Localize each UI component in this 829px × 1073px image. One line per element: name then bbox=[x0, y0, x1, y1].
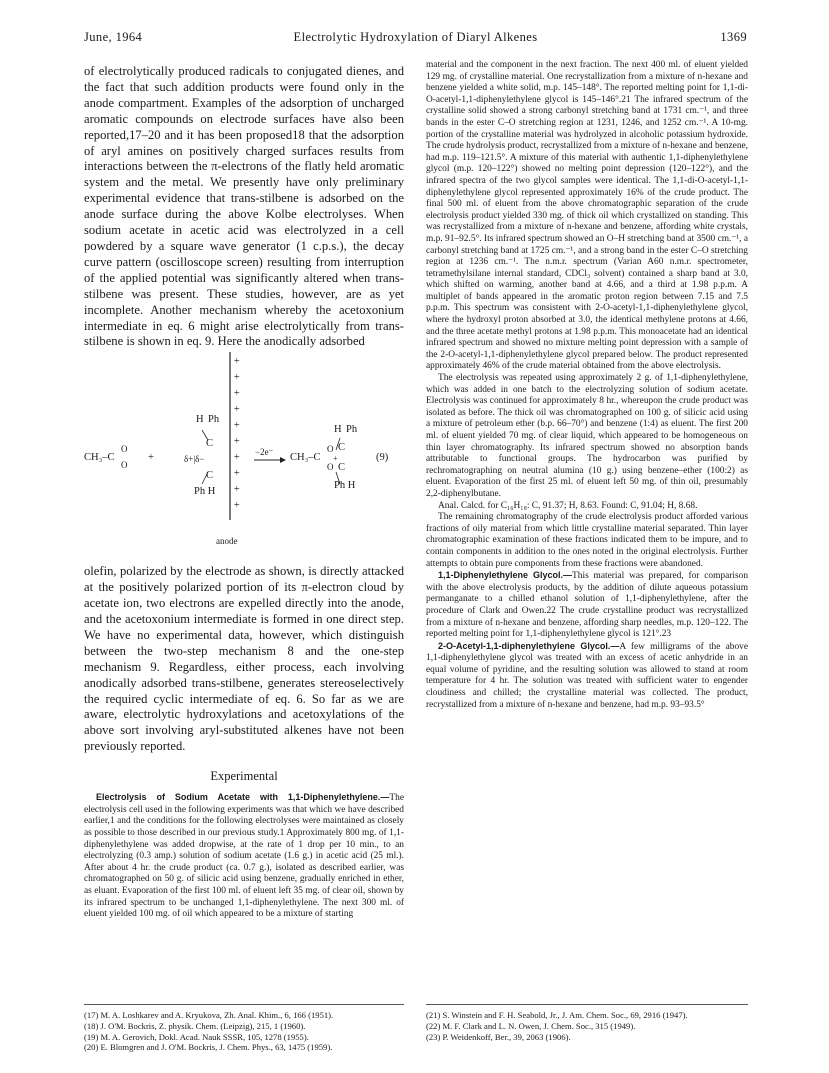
product-O-top: O bbox=[327, 444, 334, 455]
analysis-line: Anal. Calcd. for C₁₆H₁₈: C, 91.37; H, 8.63. Found: C, 91.04; H, 8.68. bbox=[438, 500, 698, 511]
glycol-heading: 1,1-Diphenylethylene Glycol.— bbox=[438, 570, 573, 581]
anode-charge: + bbox=[234, 372, 240, 384]
polarization-delta: δ+|δ− bbox=[184, 454, 205, 465]
equation-9-svg bbox=[84, 352, 404, 562]
header-page-number: 1369 bbox=[720, 30, 747, 44]
acetate-O-top: O bbox=[121, 444, 128, 455]
stilbene-Ph: Ph bbox=[208, 414, 220, 426]
acetyl-body: A few milligrams of the above 1,1-diphenylethylene glycol was treated with an excess of acetic anhydride in an equal volume of pyridine, and the resulting solution was allowed to stand at room temperature for 4 hr. The solution was treated with sufficient water to engender cloudiness and chilled; the crystalline material was collected. The product, recrystallized from a mixture of n-hexane and benzene, had m.p. 93–93.5° bbox=[426, 641, 748, 710]
stilbene-PhH: Ph H bbox=[194, 486, 216, 498]
anode-charge: + bbox=[234, 356, 240, 368]
acetyl-heading: 2-O-Acetyl-1,1-diphenylethylene Glycol.— bbox=[438, 640, 620, 651]
product-charge: + bbox=[333, 454, 338, 464]
anode-charge: + bbox=[234, 420, 240, 432]
header-date: June, 1964 bbox=[84, 30, 143, 44]
anode-charge: + bbox=[234, 484, 240, 496]
footnote-23: (23) P. Weidenkoff, Ber., 39, 2063 (1906). bbox=[426, 1031, 571, 1042]
product-PhH: Ph H bbox=[334, 480, 356, 492]
left-paragraph-2: olefin, polarized by the electrode as shown, is directly attacked at the positively polarized portion of its π-electron cloud by acetate ion, two electrons are expelled directly into the anode, and the acetoxonium intermediate is formed in one direct step. We have no experimental data, however, which distinguish between the two-step mechanism 8 and the one-step mechanism 9. Regardless, either process, each involving anodically adsorbed trans-stilbene, generates stereoselectively the required cyclic intermediate of eq. 6. So far as we are aware, electrolytic hydroxylations and acetoxylations of the above sort involving aryl-substituted alkenes have not been previously reported. bbox=[84, 564, 404, 754]
anode-charge: + bbox=[234, 388, 240, 400]
footnote-18: (18) J. O'M. Bockris, Z. physik. Chem. (Leipzig), 215, 1 (1960). bbox=[84, 1020, 306, 1031]
experimental-body: The electrolysis cell used in the following experiments was that which we have described earlier,1 and the conditions for the following electrolyses were maintained as closely as possible to those described in our previous study.1 Approximately 800 mg. of 1,1-diphenylethylene was added dropwise, at the rate of 1 drop per 10 min., to an electrolyzing (0.3 amp.) solution of sodium acetate (1.6 g.) in acetic acid (25 ml.). After about 4 hr. the crude product (ca. 0.7 g.), isolated as described earlier, was chromatographed on 50 g. of silicic acid using benzene, gradually enriched in ether, as eluant. Evaporation of the first 100 ml. of eluent left 35 mg. of clear oil, shown by its infrared spectrum to be unchanged 1,1-diphenylethylene. The next 300 ml. of eluent yielded 100 mg. of oil which appeared to be a mixture of starting bbox=[84, 793, 404, 920]
experimental-paragraph bbox=[84, 792, 404, 921]
stilbene-C2: C bbox=[206, 470, 214, 482]
stilbene-C1: C bbox=[206, 438, 214, 450]
equation-9-diagram bbox=[84, 352, 404, 562]
running-header bbox=[84, 30, 747, 46]
right-paragraph-1: material and the component in the next fraction. The next 400 ml. of eluent yielded 129 mg. of crystalline material. One recrystallization from a mixture of n-hexane and benzene yielded a white solid, m.p. 145–148°. The reported melting point for 1,1-di-O-acetyl-1,1-diphenylethylene glycol is 145–146°.21 The infrared spectrum of the crystalline solid showed a strong carbonyl stretching band at 1731 cm.⁻¹, and three bands in the ester C–O stretching region at 1231, 1246, and 1252 cm.⁻¹. A 10-mg. portion of the crystalline material was hydrolyzed in alcoholic potassium hydroxide. The crude hydrolysis product, recrystallized from a mixture of n-hexane and benzene, had m.p. 119–121.5°. A mixture of this material with authentic 1,1-diphenylethylene glycol (m.p. 120–122°) showed no melting point depression (120–122°), and the infrared spectra of the two glycol samples were identical. The 1,1-di-O-acetyl-1,1-diphenylethylene glycol represented approximately 16% of the crude product. The final 500 ml. of eluent from the above chromatographic separation of the crude electrolysis product yielded 330 mg. of thick oil which crystallized on standing. This was recrystallized from a mixture of n-hexane and benzene, affording white crystals, m.p. 91–92.5°. Its infrared spectrum showed an O–H stretching band at 3500 cm.⁻¹, a carbonyl stretching band at 1725 cm.⁻¹, and a strong band in the ester C–O stretching region at 1236 cm.⁻¹. The n.m.r. spectrum (Varian A60 n.m.r. spectrometer, tetramethylsilane internal standard, CDCl₃ solvent) contained a sharp band at 3.0, which shifted on warming, another band at 4.66, and a third at 1.98 p.p.m. A multiplet of bands appeared in the aromatic proton region between 7.15 and 7.5 p.p.m. This spectrum was consistent with 2-O-acetyl-1,1-diphenylethylene glycol, where the hydroxyl proton absorbed at 3.0, the identical methylene protons at 4.66, and the three acetate methyl protons at 1.98 p.p.m. This monoacetate had an identical infrared spectrum and showed no mixture melting point depression with a sample of the 2-O-acetyl-1,1-diphenylethylene glycol prepared below. The product represented approximately 46% of the crude material obtained from the above electrolysis. bbox=[426, 60, 749, 372]
anode-charge: + bbox=[234, 404, 240, 416]
product-H: H bbox=[334, 424, 342, 436]
section-title-experimental: Experimental bbox=[210, 769, 278, 784]
right-paragraph-3: The remaining chromatography of the crude electrolysis product afforded various fractions of oily material from which little crystalline material separated. Thin layer chromatographic examination of these fractions indicated them to be impure, and to contain components in addition to the ones noted in the original electrolysis. Further attempts to obtain pure components from these fractions were abandoned. bbox=[426, 512, 748, 569]
anode-charge: + bbox=[234, 436, 240, 448]
equation-number: (9) bbox=[376, 452, 389, 464]
right-column bbox=[426, 60, 748, 711]
right-paragraph-2: The electrolysis was repeated using approximately 2 g. of 1,1-diphenylethylene, which was added in one batch to the electrolyzing solution of sodium acetate. Electrolysis was continued for approximately 8 hr., whereupon the crude product was isolated as before. The thick oil was chromatographed on 100 g. of silicic acid using a mixture of petroleum ether (b.p. 66–70°) and benzene (1:4) as eluent. The first 200 ml. of eluent yielded 70 mg. of clear liquid, which appeared to be homogeneous on thin layer chromatography. Its infrared spectrum showed no absorption bands attributable to functional groups. The hydrocarbon was purified by rechromatographing on neutral alumina (10 g.) using benzene–ether (100:2) as eluent. Evaporation of the first 25 ml. of eluent left 50 mg. of thin oil, presumably 2,2-diphenylbutane. bbox=[426, 373, 748, 499]
anode-charge: + bbox=[234, 468, 240, 480]
acetate-O-bottom: O bbox=[121, 460, 128, 471]
footnotes-left bbox=[84, 1010, 404, 1053]
product-Ph: Ph bbox=[346, 424, 358, 436]
product-C1: C bbox=[338, 442, 346, 454]
anode-charge: + bbox=[234, 452, 240, 464]
glycol-body: This material was prepared, for comparison with the above electrolysis products, by the addition of dilute aqueous potassium permanganate to a chilled ethanol solution of 1,1-diphenylethylene, after the procedure of Clark and Owen.22 The crude crystalline product was recrystallized from a mixture of n-hexane and benzene, affording sharp needles, m.p. 120–122. The reported melting point for 1,1-diphenylethylene glycol is 121°.23 bbox=[426, 571, 749, 640]
header-title: Electrolytic Hydroxylation of Diaryl Alkenes bbox=[293, 30, 538, 44]
glycol-paragraph bbox=[426, 570, 748, 641]
footnote-rule-right bbox=[426, 1004, 748, 1005]
anode-charge: + bbox=[234, 500, 240, 512]
product-O-bottom: O bbox=[327, 462, 334, 473]
plus-sign: + bbox=[148, 452, 154, 464]
experimental-heading: Electrolysis of Sodium Acetate with 1,1-Diphenylethylene.— bbox=[96, 792, 390, 803]
footnote-20: (20) E. Blomgren and J. O'M. Bockris, J. Chem. Phys., 63, 1475 (1959). bbox=[84, 1042, 333, 1053]
reaction-arrow-head bbox=[280, 457, 286, 463]
footnote-22: (22) M. F. Clark and L. N. Owen, J. Chem. Soc., 315 (1949). bbox=[426, 1020, 636, 1031]
left-paragraph-1: of electrolytically produced radicals to conjugated dienes, and the fact that such addition products were found only in the anode compartment. Examples of the adsorption of uncharged aromatic compounds on electrode surfaces have also been reported,17–20 and it has been proposed18 that the adsorption of aryl amines on positively charged surfaces results from interactions between the π-electrons of the flatly held aromatic system and the metal. We presently have only preliminary experimental evidence that trans-stilbene is adsorbed on the anode surface during the above Kolbe electrolyses. When sodium acetate in acetic acid was electrolyzed in a cell powdered by a square wave generator (1 c.p.s.), the decay curve pattern (oscilloscope screen) resulting from interruption of the applied potential was significantly altered when trans-stilbene was present. These studies, however, are as yet incomplete. Another mechanism whereby the acetoxonium intermediate in eq. 6 might arise electrolytically from trans-stilbene is shown in eq. 9. Here the anodically adsorbed bbox=[84, 64, 404, 349]
footnote-rule-left bbox=[84, 1004, 404, 1005]
acetate-formula: CH₃–C bbox=[84, 452, 115, 464]
footnotes-right bbox=[426, 1010, 748, 1042]
footnote-19: (19) M. A. Gerovich, Dokl. Acad. Nauk SSSR, 105, 1278 (1955). bbox=[84, 1031, 309, 1042]
acetoxonium-formula: CH₃–C bbox=[290, 452, 321, 464]
footnote-21: (21) S. Winstein and F. H. Seabold, Jr., J. Am. Chem. Soc., 69, 2916 (1947). bbox=[426, 1010, 688, 1020]
footnote-17: (17) M. A. Loshkarev and A. Kryukova, Zh. Anal. Khim., 6, 166 (1951). bbox=[84, 1010, 334, 1020]
anode-label: anode bbox=[216, 536, 238, 547]
left-column bbox=[84, 64, 404, 921]
stilbene-H: H bbox=[196, 414, 204, 426]
electron-loss: −2e⁻ bbox=[255, 447, 274, 458]
acetyl-paragraph bbox=[426, 641, 748, 712]
product-C2: C bbox=[338, 462, 346, 474]
